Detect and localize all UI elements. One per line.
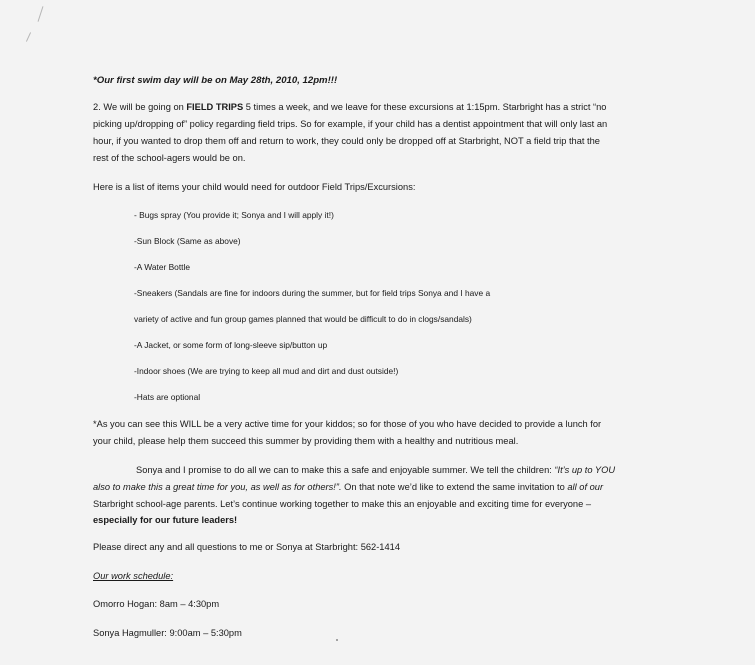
speck-mark [336, 639, 338, 641]
promise-quote-end: also to make this a great time for you, as well as for others!”. [93, 482, 342, 492]
active-time-line-2: your child, please help them succeed this summer by providing them with a healthy and nutritious meal. [93, 436, 519, 446]
field-trips-line-4: rest of the school-agers would be on. [93, 153, 246, 163]
promise-quote-start: “It’s up to YOU [554, 465, 616, 475]
active-time-line-1: *As you can see this WILL be a very active time for your kiddos; so for those of you who have decided to provide a lunch for [93, 419, 602, 429]
schedule-entry-sonya: Sonya Hagmuller: 9:00am – 5:30pm [93, 628, 242, 638]
list-item: -Sneakers (Sandals are fine for indoors during the summer, but for field trips Sonya and I have a [134, 288, 491, 298]
promise-line-4: especially for our future leaders! [93, 515, 238, 525]
field-trips-line-1-start: 2. We will be going on [93, 102, 187, 112]
promise-line-1 [136, 464, 615, 477]
questions-contact: Please direct any and all questions to me or Sonya at Starbright: 562-1414 [93, 542, 400, 552]
field-trips-line-1-end: 5 times a week, and we leave for these excursions at 1:15pm. Starbright has a strict “no [243, 102, 607, 112]
field-trips-line-1 [93, 101, 606, 114]
field-trips-line-2: picking up/dropping of” policy regarding field trips. So for example, if your child has a dentist appointment that will only last an [93, 119, 608, 129]
schedule-heading: Our work schedule: [93, 571, 174, 581]
field-trips-label: FIELD TRIPS [186, 102, 244, 112]
promise-line-2 [93, 481, 603, 494]
list-item: -A Water Bottle [134, 262, 191, 272]
list-item: -Sun Block (Same as above) [134, 236, 241, 246]
list-item: - Bugs spray (You provide it; Sonya and I will apply it!) [134, 210, 334, 220]
promise-line-2-text: On that note we’d like to extend the same invitation to [341, 482, 568, 492]
list-item: -Indoor shoes (We are trying to keep all mud and dirt and dust outside!) [134, 366, 399, 376]
field-trips-line-3: hour, if you wanted to drop them off and return to work, they could only be dropped off at Starbright, NOT a field trip that the [93, 136, 600, 146]
swim-day-notice: *Our first swim day will be on May 28th, 2010, 12pm!!! [93, 75, 338, 86]
promise-line-1-text: Sonya and I promise to do all we can to make this a safe and enjoyable summer. We tell the children: [136, 465, 555, 475]
promise-line-3: Starbright school-age parents. Let’s continue working together to make this an enjoyable and exciting time for everyone – [93, 499, 592, 509]
promise-emphasis: all of our [567, 482, 604, 492]
list-intro: Here is a list of items your child would need for outdoor Field Trips/Excursions: [93, 182, 416, 192]
pen-mark [26, 32, 31, 41]
pen-mark [38, 6, 44, 22]
list-item: variety of active and fun group games planned that would be difficult to do in clogs/sandals) [134, 314, 472, 324]
list-item: -Hats are optional [134, 392, 201, 402]
list-item: -A Jacket, or some form of long-sleeve sip/button up [134, 340, 328, 350]
schedule-entry-omorro: Omorro Hogan: 8am – 4:30pm [93, 599, 220, 609]
